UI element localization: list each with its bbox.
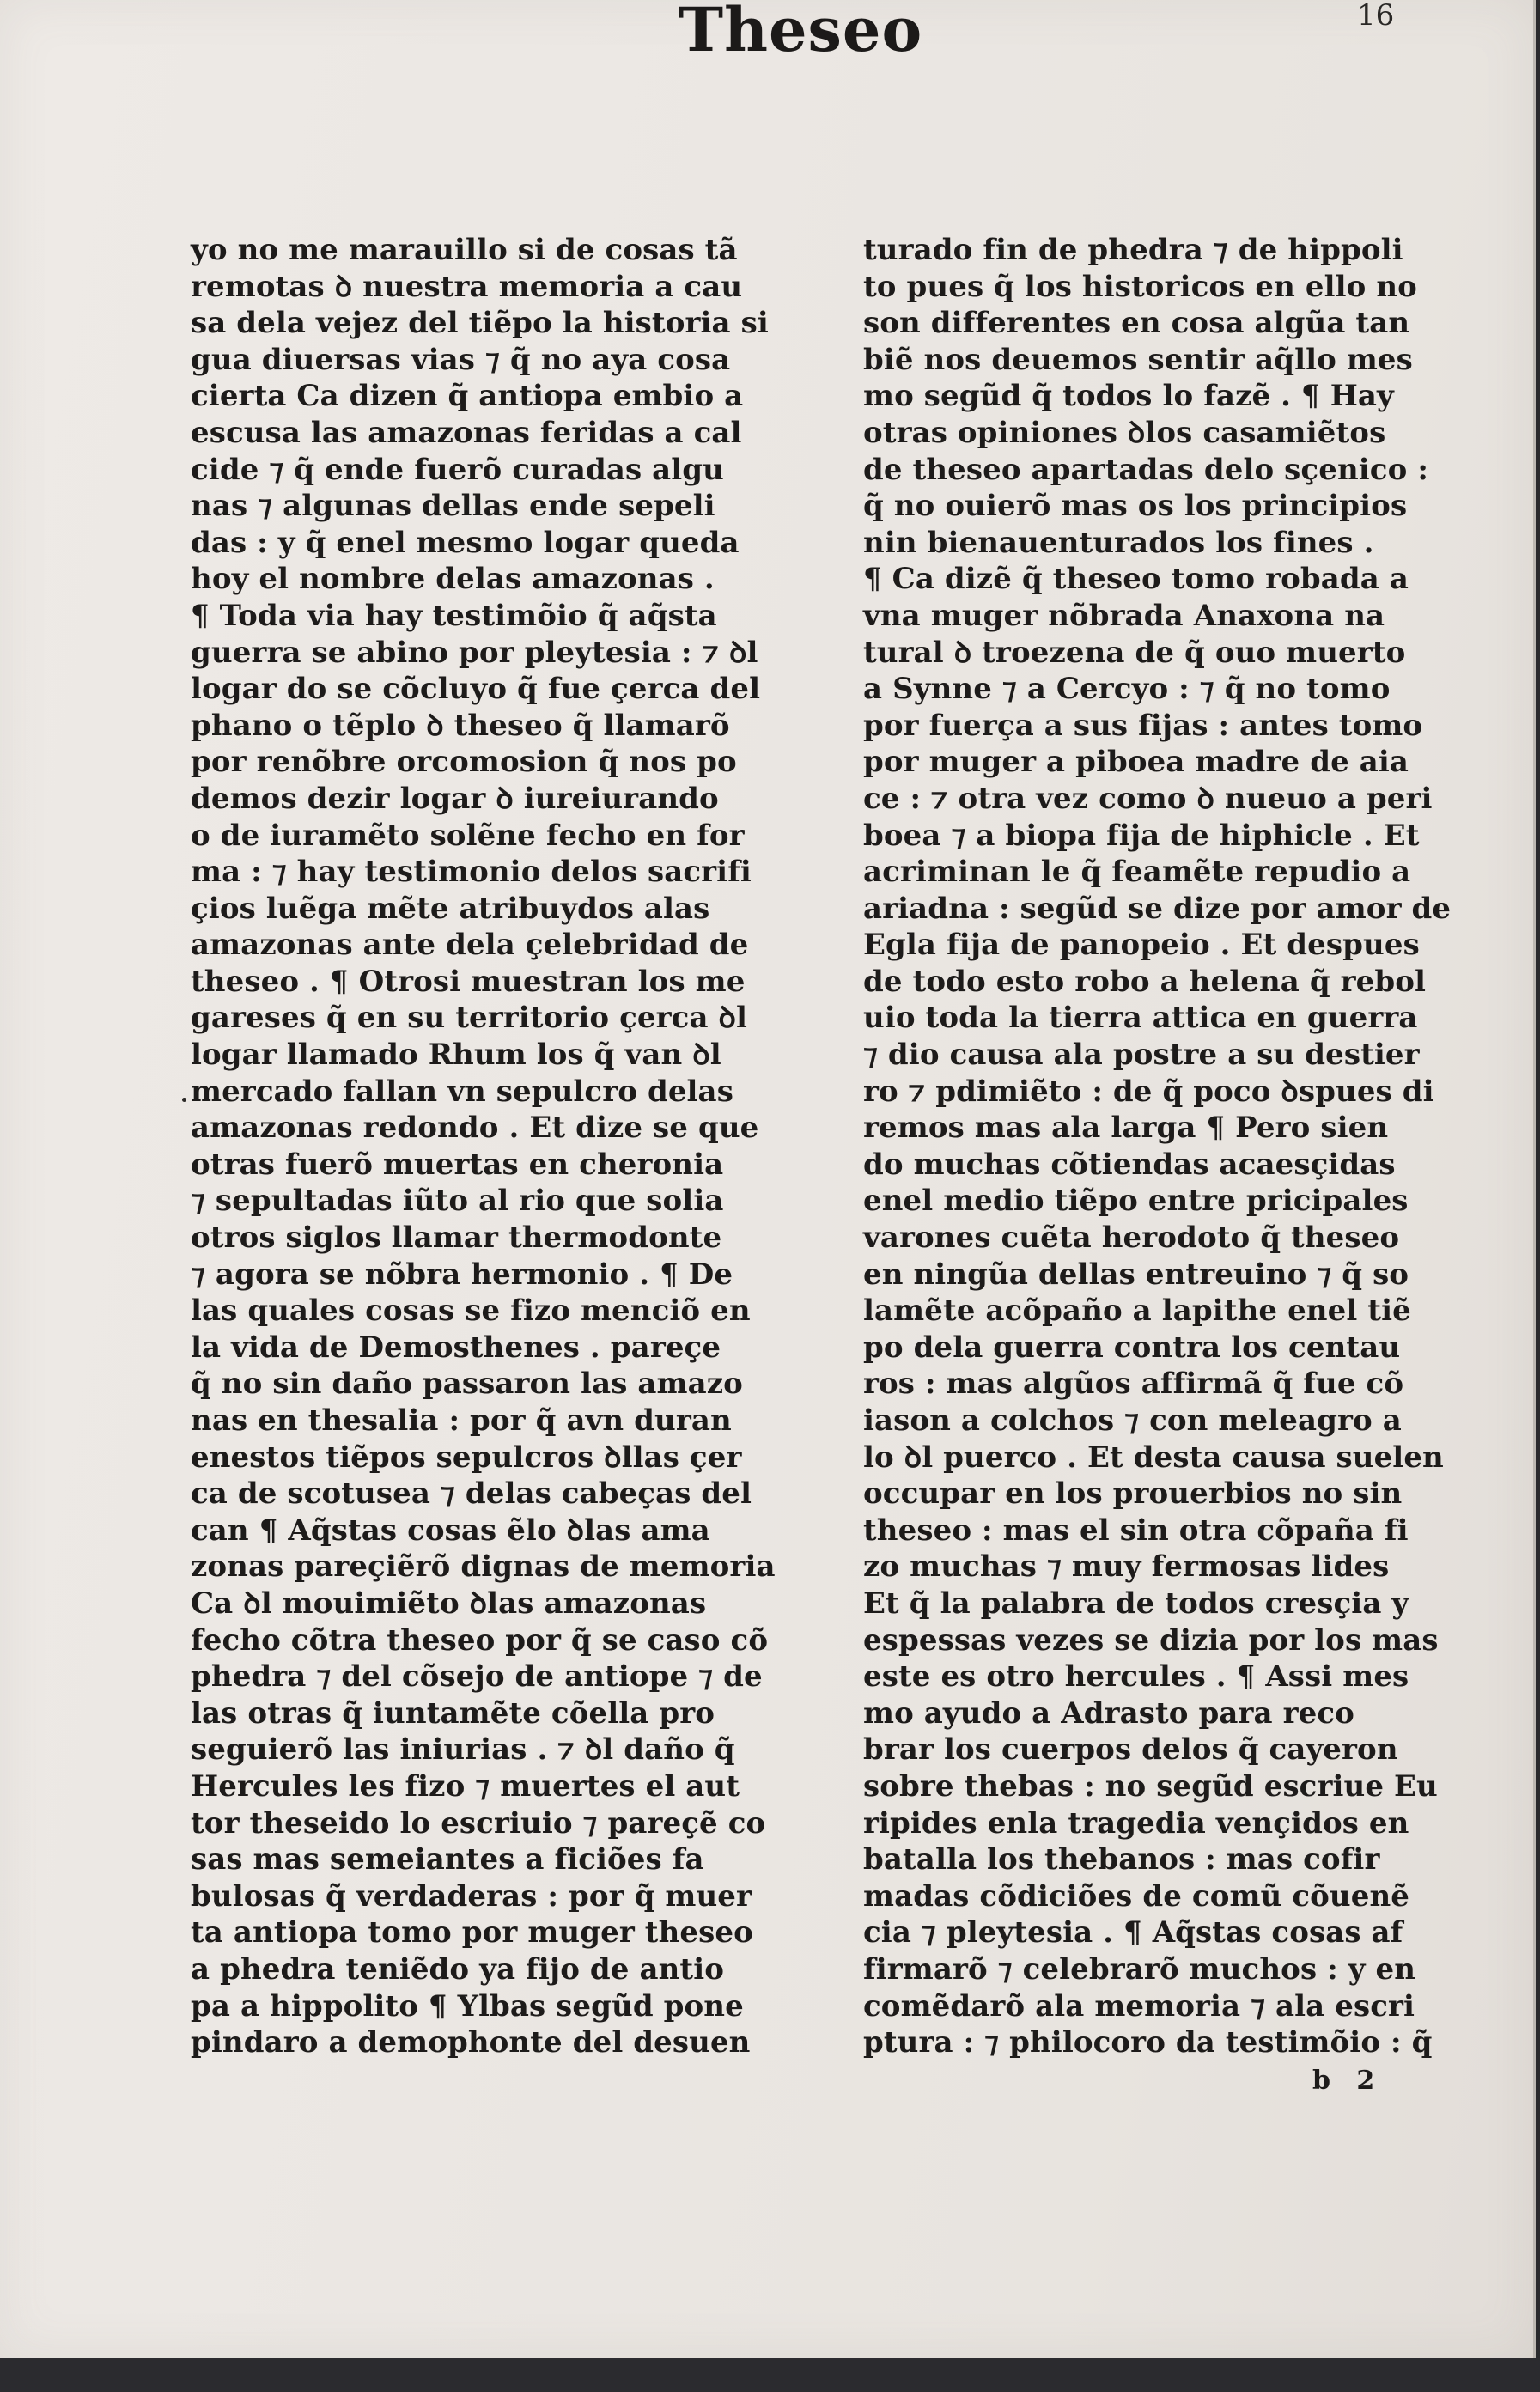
text-line: pa a hippolito ¶ Ylbas segũd pone	[191, 1988, 744, 2024]
text-line: por fuerça a sus fijas : antes tomo	[863, 708, 1423, 743]
text-line: zo muchas ⁊ muy fermosas lides	[863, 1549, 1390, 1585]
text-line: sa dela vejez del tiẽpo la historia si	[191, 306, 769, 341]
text-line: mo segũd q̃ todos lo fazẽ . ¶ Hay	[863, 379, 1394, 414]
text-line: mercado fallan vn sepulcro delas	[191, 1074, 733, 1109]
text-line: por renõbre orcomosion q̃ nos po	[191, 745, 737, 780]
text-line: turado fin de phedra ⁊ de hippoli	[863, 233, 1403, 267]
text-line: vna muger nõbrada Anaxona na	[863, 598, 1385, 633]
text-line: sas mas semeiantes a ficiões fa	[191, 1842, 704, 1878]
text-line: ptura : ⁊ philocoro da testimõio : q̃	[863, 2025, 1433, 2060]
text-line: pindaro a demophonte del desuen	[191, 2025, 751, 2060]
text-line: remos mas ala larga ¶ Pero sien	[863, 1111, 1389, 1146]
text-line: phedra ⁊ del cõsejo de antiope ⁊ de	[191, 1659, 763, 1695]
text-line: do muchas cõtiendas acaesçidas	[863, 1147, 1396, 1182]
text-line: de todo esto robo a helena q̃ rebol	[863, 964, 1427, 999]
text-line: este es otro hercules . ¶ Assi mes	[863, 1659, 1409, 1695]
text-line: ¶ Toda via hay testimõio q̃ aq̃sta	[191, 598, 717, 633]
text-line: madas cõdiciões de comũ cõuenẽ	[863, 1878, 1410, 1914]
text-line: ce : ⁊ otra vez como ꝺ nueuo a peri	[863, 781, 1433, 816]
text-line: de theseo apartadas delo sçenico :	[863, 452, 1428, 487]
text-line: a phedra teniẽdo ya fijo de antio	[191, 1951, 725, 1987]
text-line: gua diuersas vias ⁊ q̃ no aya cosa	[191, 342, 731, 377]
text-line: sobre thebas : no segũd escriue Eu	[863, 1768, 1438, 1804]
text-line: son differentes en cosa algũa tan	[863, 306, 1410, 341]
text-line: otras fuerõ muertas en cheronia	[191, 1147, 724, 1182]
text-line: iason a colchos ⁊ con meleagro a	[863, 1403, 1402, 1438]
text-line: q̃ no ouierõ mas os los principios	[863, 489, 1408, 524]
text-line: seguierõ las iniurias . ⁊ ꝺl daño q̃	[191, 1732, 735, 1768]
text-line: por muger a piboea madre de aia	[863, 745, 1409, 780]
text-line: theseo : mas el sin otra cõpaña fi	[863, 1512, 1409, 1548]
text-line: varones cuẽta herodoto q̃ theseo	[863, 1220, 1400, 1256]
text-line: cia ⁊ pleytesia . ¶ Aq̃stas cosas af	[863, 1915, 1403, 1951]
text-line: theseo . ¶ Otrosi muestran los me	[191, 964, 746, 999]
text-line: firmarõ ⁊ celebrarõ muchos : y en	[863, 1951, 1416, 1987]
text-line: boea ⁊ a biopa fija de hiphicle . Et	[863, 818, 1420, 853]
text-line: Hercules les fizo ⁊ muertes el aut	[191, 1768, 740, 1804]
text-line: tor theseido lo escriuio ⁊ pareçẽ co	[191, 1805, 766, 1841]
text-line: ripides enla tragedia vençidos en	[863, 1805, 1409, 1841]
text-line: çios luẽga mẽte atribuydos alas	[191, 891, 710, 926]
ink-speck	[182, 1098, 186, 1102]
text-line: espessas vezes se dizia por los mas	[863, 1622, 1439, 1658]
text-column-right	[863, 232, 1451, 2061]
text-line: mo ayudo a Adrasto para reco	[863, 1695, 1354, 1731]
text-line: zonas pareçiẽrõ dignas de memoria	[191, 1549, 776, 1585]
text-line: comẽdarõ ala memoria ⁊ ala escri	[863, 1988, 1415, 2024]
text-line: cierta Ca dizen q̃ antiopa embio a	[191, 379, 744, 414]
text-line: nin bienauenturados los fines .	[863, 525, 1374, 560]
text-line: bulosas q̃ verdaderas : por q̃ muer	[191, 1878, 752, 1914]
text-line: amazonas redondo . Et dize se que	[191, 1111, 759, 1146]
text-line: demos dezir logar ꝺ iureiurando	[191, 781, 719, 816]
text-column-left	[191, 232, 776, 2061]
text-line: logar llamado Rhum los q̃ van ꝺl	[191, 1038, 721, 1073]
text-line: ¶ Ca dizẽ q̃ theseo tomo robada a	[863, 562, 1409, 597]
text-line: remotas ꝺ nuestra memoria a cau	[191, 269, 743, 304]
text-line: lamẽte acõpaño a lapithe enel tiẽ	[863, 1293, 1411, 1329]
text-line: lo ꝺl puerco . Et desta causa suelen	[863, 1439, 1444, 1475]
text-line: fecho cõtra theseo por q̃ se caso cõ	[191, 1622, 769, 1658]
text-line: nas en thesalia : por q̃ avn duran	[191, 1403, 732, 1438]
text-line: Egla fija de panopeio . Et despues	[863, 928, 1420, 963]
running-head-title: Theseo	[679, 0, 923, 65]
text-line: las otras q̃ iuntamẽte cõella pro	[191, 1695, 715, 1731]
text-line: can ¶ Aq̃stas cosas ẽlo ꝺlas ama	[191, 1512, 710, 1548]
text-line: uio toda la tierra attica en guerra	[863, 1001, 1418, 1036]
text-line: das : y q̃ enel mesmo logar queda	[191, 525, 740, 560]
text-line: occupar en los prouerbios no sin	[863, 1476, 1403, 1512]
text-line: la vida de Demosthenes . pareçe	[191, 1330, 721, 1365]
signature-mark: b 2	[1312, 2066, 1384, 2096]
text-line: o de iuramẽto solẽne fecho en for	[191, 818, 745, 853]
text-line: brar los cuerpos delos q̃ cayeron	[863, 1732, 1398, 1768]
text-line: q̃ no sin daño passaron las amazo	[191, 1366, 743, 1402]
folio-number: 16	[1357, 0, 1395, 33]
text-line: ros : mas algũos affirmã q̃ fue cõ	[863, 1366, 1404, 1402]
text-line: acriminan le q̃ feamẽte repudio a	[863, 855, 1411, 890]
text-line: ma : ⁊ hay testimonio delos sacrifi	[191, 855, 752, 890]
text-line: to pues q̃ los historicos en ello no	[863, 269, 1417, 304]
text-line: en ningũa dellas entreuino ⁊ q̃ so	[863, 1257, 1409, 1292]
text-line: las quales cosas se fizo menciõ en	[191, 1293, 751, 1329]
text-line: enel medio tiẽpo entre pricipales	[863, 1184, 1409, 1219]
text-line: phano o tẽplo ꝺ theseo q̃ llamarõ	[191, 708, 730, 743]
text-line: nas ⁊ algunas dellas ende sepeli	[191, 489, 715, 524]
text-line: otras opiniones ꝺlos casamiẽtos	[863, 415, 1386, 450]
text-line: ⁊ agora se nõbra hermonio . ¶ De	[191, 1257, 733, 1292]
text-line: biẽ nos deuemos sentir aq̃llo mes	[863, 342, 1413, 377]
text-line: logar do se cõcluyo q̃ fue çerca del	[191, 672, 761, 707]
text-line: escusa las amazonas feridas a cal	[191, 415, 742, 450]
text-line: ⁊ dio causa ala postre a su destier	[863, 1038, 1420, 1073]
text-line: tural ꝺ troezena de q̃ ouo muerto	[863, 635, 1406, 670]
text-line: amazonas ante dela çelebridad de	[191, 928, 749, 963]
text-line: ta antiopa tomo por muger theseo	[191, 1915, 753, 1951]
text-line: otros siglos llamar thermodonte	[191, 1220, 722, 1256]
text-line: enestos tiẽpos sepulcros ꝺllas çer	[191, 1439, 742, 1475]
text-line: a Synne ⁊ a Cercyo : ⁊ q̃ no tomo	[863, 672, 1391, 707]
text-line: batalla los thebanos : mas cofir	[863, 1842, 1380, 1878]
text-line: guerra se abino por pleytesia : ⁊ ꝺl	[191, 635, 758, 670]
background-surface	[0, 2358, 1540, 2392]
text-line: gareses q̃ en su territorio çerca ꝺl	[191, 1001, 748, 1036]
text-line: cide ⁊ q̃ ende fuerõ curadas algu	[191, 452, 724, 487]
text-line: ⁊ sepultadas iũto al rio que solia	[191, 1184, 724, 1219]
text-line: ro ⁊ pdimiẽto : de q̃ poco ꝺspues di	[863, 1074, 1434, 1109]
text-line: Ca ꝺl mouimiẽto ꝺlas amazonas	[191, 1586, 707, 1621]
text-line: po dela guerra contra los centau	[863, 1330, 1401, 1365]
text-line: ca de scotusea ⁊ delas cabeças del	[191, 1476, 752, 1512]
text-line: hoy el nombre delas amazonas .	[191, 562, 715, 597]
text-line: ariadna : segũd se dize por amor de	[863, 891, 1452, 926]
text-line: yo no me marauillo si de cosas tã	[191, 233, 738, 267]
text-line: Et q̃ la palabra de todos cresçia y	[863, 1586, 1409, 1621]
